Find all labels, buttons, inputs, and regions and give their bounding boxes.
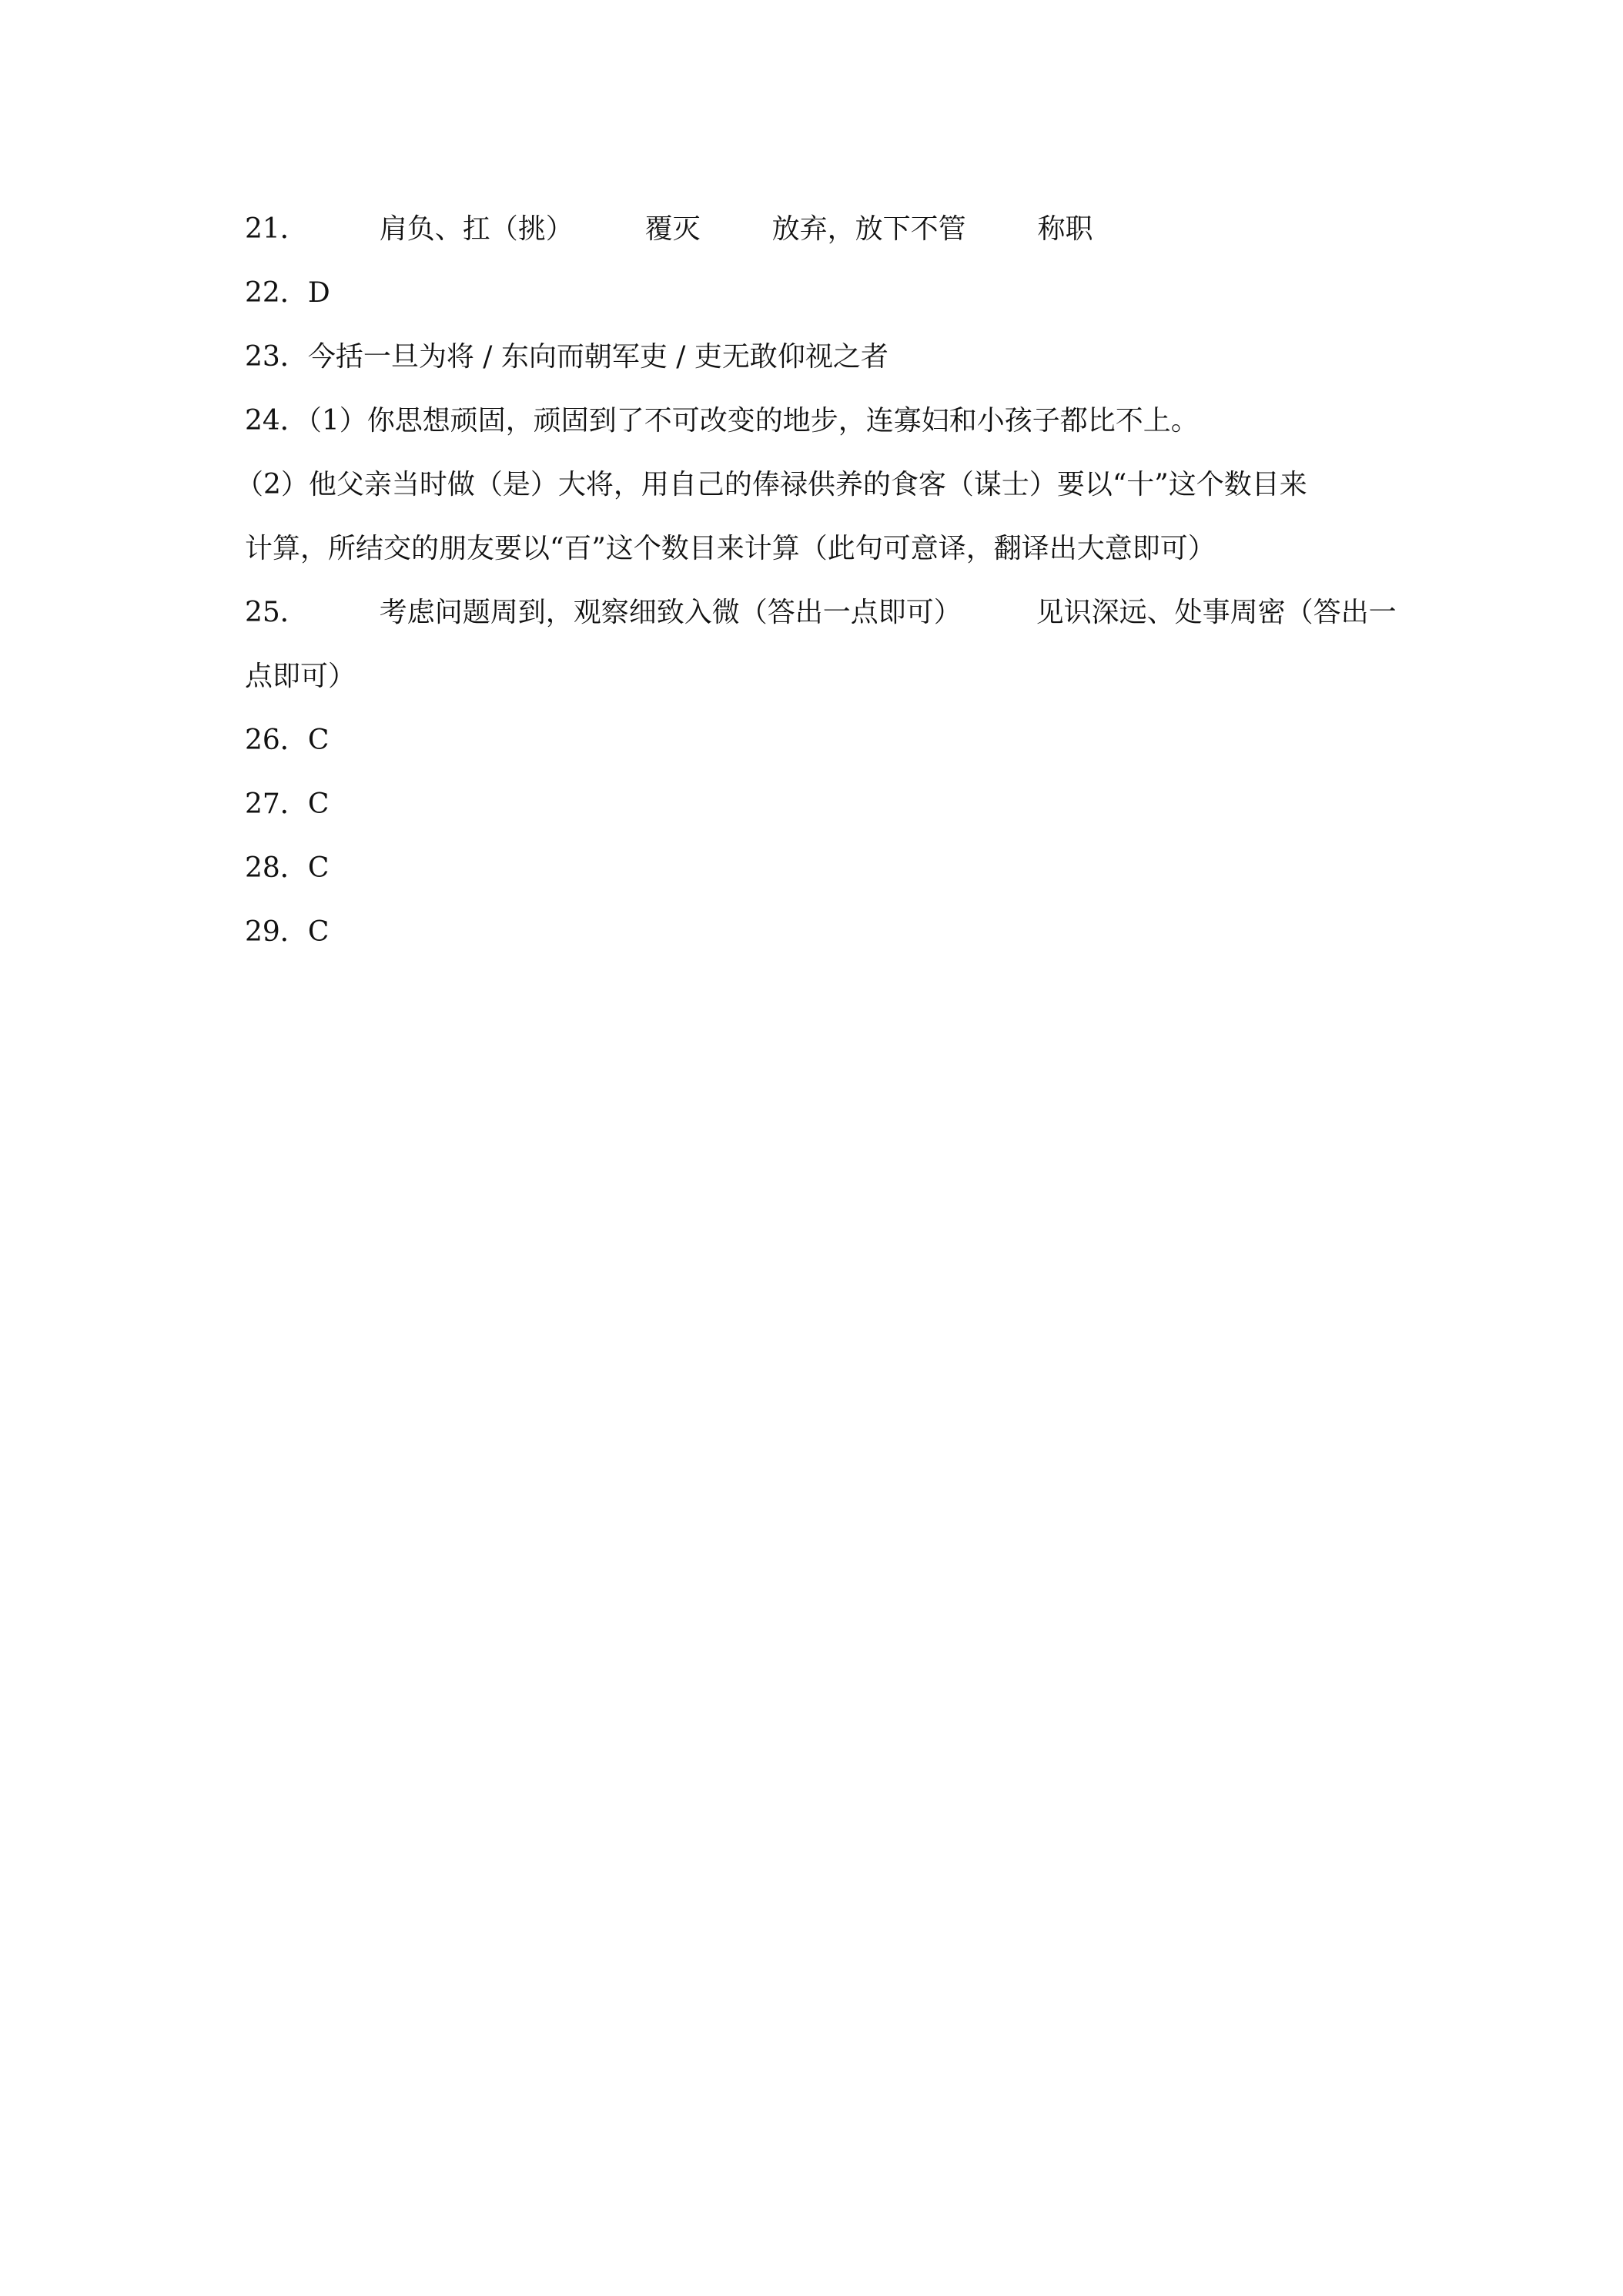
answer-24-line-3: [245, 532, 1384, 566]
answer-number: 21．: [245, 213, 308, 245]
answer-28: [245, 852, 1384, 885]
answer-number: 24．: [245, 405, 308, 437]
answer-25-line-2: [245, 660, 1384, 694]
answer-25-a: 考虑问题周到，观察细致入微（答出一点即可）: [379, 597, 962, 628]
answer-21-b: 覆灭: [644, 213, 701, 245]
answer-21: [245, 213, 1384, 246]
answer-number: 22．: [245, 277, 308, 309]
answer-24-part-2: （2）他父亲当时做（是）大将，用自己的俸禄供养的食客（谋士）要以“十”这个数目来: [236, 469, 1307, 500]
answer-22: [245, 276, 1384, 310]
answer-27: [245, 788, 1384, 822]
answer-24-part-2-cont: 计算，所结交的朋友要以“百”这个数目来计算（此句可意译，翻译出大意即可）: [245, 533, 1216, 564]
answer-number: 23．: [245, 341, 308, 373]
answer-28-text: C: [307, 852, 330, 884]
answer-24-line-2: [236, 468, 1375, 502]
answer-number: 26．: [245, 725, 308, 756]
answer-25-b-cont: 点即可）: [245, 661, 356, 692]
answer-number: 25．: [245, 597, 308, 628]
answer-23-text: 今括一旦为将 / 东向而朝军吏 / 吏无敢仰视之者: [307, 341, 888, 373]
answer-23: [245, 340, 1384, 374]
answer-number: 27．: [245, 788, 308, 820]
answer-29: [245, 915, 1384, 949]
answer-25-line-1: [245, 596, 1397, 630]
answer-26: [245, 724, 1384, 758]
answer-24-part-1: （1）你思想顽固，顽固到了不可改变的地步，连寡妇和小孩子都比不上。: [307, 405, 1199, 437]
answer-22-text: D: [307, 277, 330, 309]
answer-21-c: 放弃，放下不管: [771, 213, 966, 245]
answer-number: 28．: [245, 852, 308, 884]
answer-21-a: 肩负、扛（挑）: [379, 213, 574, 245]
answer-29-text: C: [307, 916, 330, 948]
answer-25-b: 见识深远、处事周密（答出一: [1036, 597, 1397, 628]
answer-number: 29．: [245, 916, 308, 948]
answer-27-text: C: [307, 788, 330, 820]
answer-24-line-1: [245, 404, 1384, 438]
answer-26-text: C: [307, 725, 330, 756]
answer-21-d: 称职: [1037, 213, 1093, 245]
